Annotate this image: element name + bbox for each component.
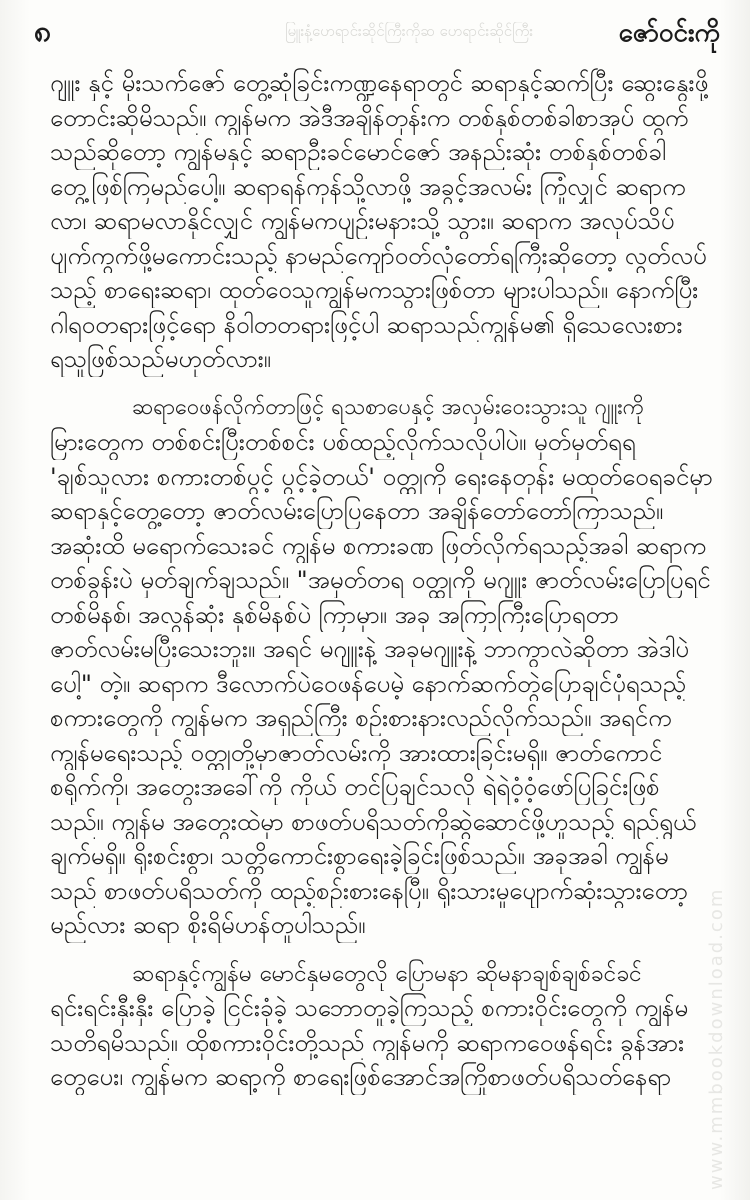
text-line: မြားတွေက တစ်စင်းပြီးတစ်စင်း ပစ်ထည့်လိုက်သလိုပါပဲ။ မှတ်မှတ်ရရ [50, 428, 636, 456]
watermark-text: www.mmbookdownload.com [706, 887, 727, 1190]
text-line: ဂါရဝတရားဖြင့်ရော နိဝါတတရားဖြင့်ပါ ဆရာသည်ကျွန်မ၏ ရှိသေလေးစား [50, 310, 683, 339]
text-line: တောင်းဆိုမိသည်။ ကျွန်မက အဲဒီအချိန်တုန်းက တစ်နှစ်တစ်ခါစာအုပ် ထွက် [50, 103, 689, 132]
text-line: ကျွန်မရေးသည့် ဝတ္ထုတို့မှာဇာတ်လမ်းကို အားထားခြင်းမရှိ။ ဇာတ်ကောင် [50, 738, 663, 767]
text-line: တစ်မိနစ်၊ အလွန်ဆုံး နှစ်မိနစ်ပဲ ကြာမှာ။ အခု အကြာကြီးပြောရတာ [50, 600, 619, 629]
text-body [50, 66, 720, 1109]
text-line: သည် စာဖတ်ပရိသတ်ကို ထည့်စဉ်းစားနေပြီ။ ရိုးသားမှုပျောက်ဆုံးသွားတော့ [50, 876, 688, 905]
text-line: တစ်ခွန်းပဲ မှတ်ချက်ချသည်။ "အမှတ်တရ ဝတ္ထုကို မဂျူး ဇာတ်လမ်းပြောပြရင် [50, 566, 711, 594]
text-line: ဇာတ်လမ်းမပြီးသေးဘူး။ အရင် မဂျူးနဲ့ အခုမဂျူးနဲ့ ဘာကွာလဲဆိုတာ အဲဒါပဲ [50, 635, 689, 663]
text-line: တွေ့ဖြစ်ကြမည်ပေါ့။ ဆရာရန်ကုန်သို့လာဖို့ အခွင့်အလမ်း ကြုံလျှင် ဆရာက [50, 172, 686, 201]
paragraph [50, 391, 720, 943]
show-through-text: မြူးနံ့ဟေရာင်းဆိုင်ကြီးကိုဆ ဟေရာင်းဆိုင်ကြီး [285, 22, 534, 40]
text-line: လာ၊ ဆရာမလာနိုင်လျှင် ကျွန်မကပျဉ်းမနားသို့ သွား။ ဆရာက အလုပ်သိပ် [50, 207, 675, 235]
running-header [0, 0, 750, 64]
text-line: အဆုံးထိ မရောက်သေးခင် ကျွန်မ စကားခဏ ဖြတ်လိုက်ရသည့်အခါ ဆရာက [50, 531, 707, 560]
text-line: စရိုက်ကို၊ အတွေးအခေါ်ကို ကိုယ် တင်ပြချင်သလို ရဲရဲဝံ့ဝံ့ဖော်ပြခြင်းဖြစ် [50, 773, 660, 801]
page-number: ၈ [34, 14, 52, 49]
text-line: 'ချစ်သူလား စကားတစ်ပွင့် ပွင့်ခဲ့တယ်' ဝတ္ထုကို ရေးနေတုန်း မထုတ်ဝေရခင်မှာ [50, 462, 713, 491]
text-line: ပျက်ကွက်ဖို့မကောင်းသည့် နာမည်ကျော်ဝတ်လုံတော်ရကြီးဆိုတော့ လွတ်လပ် [50, 241, 707, 270]
text-line: ပေါ့" တဲ့။ ဆရာက ဒီလောက်ပဲဝေဖန်ပေမဲ့ နောက်ဆက်တွဲပြောချင်ပုံရသည့် [50, 669, 686, 698]
text-line: ဆရာနှင့်ကျွန်မ မောင်နှမတွေလို ပြောမနာ ဆိုမနာချစ်ချစ်ခင်ခင် [132, 960, 642, 987]
book-title: ဇော်ဝင်းကို [618, 18, 720, 48]
text-line: ရင်းရင်းနှီးနှီး ပြောခဲ့ ငြင်းခုံခဲ့ သဘောတူခဲ့ကြသည့် စကားဝိုင်းတွေကို ကျွန်မ [50, 994, 689, 1022]
text-line: ဆရာဝေဖန်လိုက်တာဖြင့် ရသစာပေနှင့် အလှမ်းဝေးသွားသူ ဂျူးကို [132, 394, 645, 420]
text-line: ချက်မရှိ။ ရိုးစင်းစွာ၊ သတ္တိကောင်းစွာရေးခဲ့ခြင်းဖြစ်သည်။ အခုအခါ ကျွန်မ [50, 842, 669, 870]
paragraph [50, 957, 720, 1095]
text-line: ဆရာနှင့်တွေ့တော့ ဇာတ်လမ်းပြောပြနေတာ အချိန်တော်တော်ကြာသည်။ [50, 497, 664, 525]
text-line: သတိရမိသည်။ ထိုစကားဝိုင်းတို့သည် ကျွန်မကို ဆရာကဝေဖန်ရင်း ခွန်အား [50, 1028, 685, 1057]
text-line: မည်လား ဆရာ စိုးရိမ်ဟန်တူပါသည်။ [50, 911, 366, 939]
text-line: သည်ဆိုတော့ ကျွန်မနှင့် ဆရာဦးခင်မောင်ဇော် အနည်းဆုံး တစ်နှစ်တစ်ခါ [50, 138, 667, 166]
text-line: စကားတွေကို ကျွန်မက အရှည်ကြီး စဉ်းစားနားလည်လိုက်သည်။ အရင်က [50, 704, 672, 732]
text-line: ဂျူး နှင့် မိုးသက်ဇော် တွေ့ဆုံခြင်းကဏ္ဍနေရာတွင် ဆရာနှင့်ဆက်ပြီး ဆွေးနွေးဖို့ [50, 69, 709, 97]
text-line: သည့် စာရေးဆရာ၊ ထုတ်ဝေသူကျွန်မကသွားဖြစ်တာ များပါသည်။ နောက်ပြီး [50, 276, 699, 304]
paragraph [50, 66, 720, 377]
text-line: ရသူဖြစ်သည်မဟုတ်လား။ [50, 345, 271, 373]
text-line: သည်။ ကျွန်မ အတွေးထဲမှာ စာဖတ်ပရိသတ်ကိုဆွဲဆောင်ဖို့ဟူသည့် ရည်ရွယ် [50, 807, 697, 836]
text-line: တွေပေး၊ ကျွန်မက ဆရာ့ကို စာရေးဖြစ်အောင်အကြိုစာဖတ်ပရိသတ်နေရာ [50, 1063, 672, 1091]
